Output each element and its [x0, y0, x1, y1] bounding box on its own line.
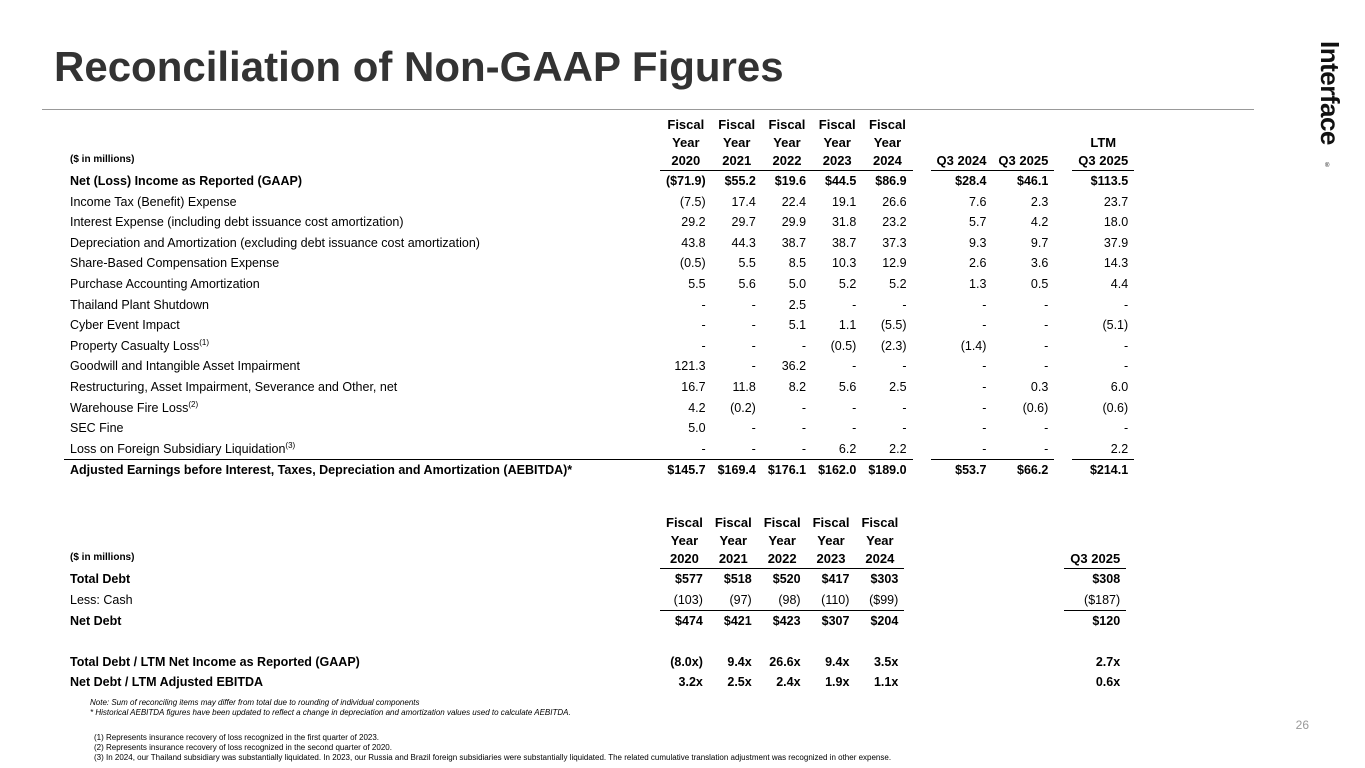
cell-value: - [982, 297, 987, 312]
cell-value: - [982, 421, 987, 436]
cell-value: 5.0 [688, 421, 706, 436]
cell-value: (5.5) [880, 318, 907, 333]
row-label: Loss on Foreign Subsidiary Liquidation$^{(3)}$ [70, 440, 296, 456]
cell-value: 29.7 [731, 215, 756, 230]
cell-value: 0.5 [1030, 276, 1049, 291]
cell-value: 1.1 [838, 318, 857, 333]
table-row [64, 253, 1134, 274]
cell-value: - [751, 338, 756, 353]
cell-value: (1.4) [960, 338, 987, 353]
cell-value: 3.6 [1030, 256, 1049, 271]
table-row [64, 439, 1134, 460]
cell-value: $307 [821, 614, 850, 629]
cell-value: - [852, 297, 857, 312]
cell-value: 0.3 [1030, 379, 1049, 394]
row-label: Net Debt [70, 613, 122, 628]
cell-value: 9.4x [727, 654, 752, 669]
cell-value: - [1124, 421, 1129, 436]
cell-value: $120 [1092, 614, 1121, 629]
cell-value: - [801, 400, 807, 415]
table-row [64, 569, 1126, 590]
cell-value: (0.6) [1022, 400, 1049, 415]
footnote-line: (2) Represents insurance recovery of loss recognized in the second quarter of 2020. [94, 743, 392, 752]
table-row [64, 356, 1134, 377]
cell-value: (0.5) [830, 338, 857, 353]
table-header-row [64, 116, 1134, 171]
cell-value: - [852, 421, 857, 436]
row-label: Restructuring, Asset Impairment, Severance and Other, net [70, 379, 398, 394]
row-label: Warehouse Fire Loss$^{(2)}$ [70, 399, 199, 415]
cell-value: 5.5 [688, 276, 706, 291]
cell-value: - [701, 441, 706, 456]
cell-value: (0.2) [730, 400, 756, 415]
table-row [64, 274, 1134, 295]
cell-value: - [1044, 441, 1049, 456]
cell-value: - [902, 400, 907, 415]
cell-value: $214.1 [1072, 460, 1134, 481]
cell-value: 29.9 [781, 215, 807, 230]
table-row [64, 336, 1134, 357]
cell-value: (2.3) [880, 338, 907, 353]
cell-value: - [751, 297, 756, 312]
column-header: Fiscal Year 2021 [709, 514, 758, 569]
cell-value: - [902, 297, 907, 312]
cell-value: 37.3 [882, 235, 907, 250]
row-label: SEC Fine [70, 421, 124, 436]
cell-value: - [982, 379, 987, 394]
cell-value: - [701, 318, 706, 333]
column-header: Fiscal Year 2020 [660, 514, 709, 569]
cell-value: (103) [660, 590, 709, 611]
cell-value: 5.5 [738, 256, 756, 271]
cell-value: - [982, 400, 987, 415]
row-label: Adjusted Earnings before Interest, Taxes, Depreciation and Amortization (AEBITDA)* [64, 460, 660, 481]
cell-value: - [701, 338, 706, 353]
cell-value: - [902, 421, 907, 436]
cell-value: 0.6x [1095, 675, 1121, 690]
cell-value: ($187) [1064, 590, 1126, 611]
cell-value: 5.6 [838, 379, 857, 394]
cell-value: - [982, 318, 987, 333]
cell-value: (8.0x) [670, 654, 703, 669]
table-row [64, 460, 1134, 481]
cell-value: 23.2 [882, 215, 907, 230]
table-row [64, 652, 1126, 673]
column-header: Fiscal Year 2020 [660, 116, 712, 171]
table-row [64, 192, 1134, 213]
cell-value: $53.7 [931, 460, 993, 481]
cell-value: 4.4 [1110, 276, 1129, 291]
column-header: Fiscal Year 2021 [712, 116, 762, 171]
cell-value: 31.8 [831, 215, 857, 230]
cell-value: 8.2 [788, 379, 807, 394]
cell-value: - [1124, 338, 1129, 353]
cell-value: 6.2 [838, 441, 857, 456]
cell-value: $518 [723, 572, 752, 586]
cell-value: 121.3 [674, 359, 706, 374]
footnotes [94, 733, 891, 763]
cell-value: $19.6 [774, 174, 807, 188]
cell-value: $145.7 [660, 460, 712, 481]
cell-value: $204 [870, 614, 899, 629]
cell-value: 38.7 [781, 235, 807, 250]
table-row [64, 233, 1134, 254]
table-row [64, 212, 1134, 233]
unit-label: ($ in millions) [70, 551, 135, 563]
notes [90, 698, 571, 718]
cell-value: 2.2 [1110, 441, 1129, 456]
table-row [64, 295, 1134, 316]
cell-value: 44.3 [731, 235, 756, 250]
row-label: Less: Cash [70, 592, 133, 607]
footnote-line: (1) Represents insurance recovery of loss recognized in the first quarter of 2023. [94, 733, 380, 742]
cell-value: - [852, 400, 857, 415]
cell-value: 2.5x [727, 675, 752, 690]
cell-value: ($99) [855, 590, 904, 611]
row-label: Total Debt / LTM Net Income as Reported (GAAP) [70, 654, 360, 669]
column-header: Fiscal Year 2023 [812, 116, 862, 171]
cell-value: - [1044, 421, 1049, 436]
cell-value: (7.5) [679, 194, 706, 209]
column-header: Fiscal Year 2022 [758, 514, 807, 569]
cell-value: 38.7 [831, 235, 857, 250]
footnote-ref: (3) [285, 440, 296, 450]
column-header: Fiscal Year 2024 [862, 116, 912, 171]
row-label: Cyber Event Impact [70, 318, 180, 333]
cell-value: - [1044, 359, 1049, 374]
cell-value: $66.2 [992, 460, 1054, 481]
cell-value: 23.7 [1103, 194, 1129, 209]
column-header: Q3 2025 [992, 116, 1054, 171]
cell-value: $423 [772, 614, 801, 629]
row-label: Depreciation and Amortization (excluding debt issuance cost amortization) [70, 235, 480, 250]
cell-value: $86.9 [875, 174, 907, 188]
cell-value: - [751, 421, 756, 436]
cell-value: 10.3 [831, 256, 857, 271]
cell-value: 5.2 [889, 276, 907, 291]
cell-value: - [1124, 359, 1129, 374]
cell-value: 14.3 [1103, 256, 1129, 271]
cell-value: - [852, 359, 857, 374]
row-label: Interest Expense (including debt issuance cost amortization) [70, 215, 404, 230]
cell-value: $55.2 [724, 174, 756, 188]
table-row [64, 418, 1134, 439]
row-label: Thailand Plant Shutdown [70, 297, 209, 312]
cell-value: $308 [1092, 572, 1121, 586]
column-header: Fiscal Year 2024 [855, 514, 904, 569]
cell-value: - [1044, 318, 1049, 333]
cell-value: 29.2 [681, 215, 706, 230]
cell-value: 26.6 [882, 194, 907, 209]
cell-value: $169.4 [712, 460, 762, 481]
cell-value: 4.2 [1030, 215, 1049, 230]
table-row [64, 377, 1134, 398]
cell-value: 2.3 [1030, 194, 1049, 209]
cell-value: $176.1 [762, 460, 812, 481]
cell-value: 5.0 [788, 276, 807, 291]
cell-value: (98) [758, 590, 807, 611]
cell-value: 1.3 [969, 276, 987, 291]
cell-value: - [751, 318, 756, 333]
cell-value: 2.6 [969, 256, 987, 271]
cell-value: 2.5 [788, 297, 807, 312]
unit-label: ($ in millions) [70, 153, 135, 165]
cell-value: 36.2 [781, 359, 807, 374]
column-header: Q3 2024 [931, 116, 993, 171]
footnote-ref: (2) [188, 399, 199, 409]
cell-value: 12.9 [882, 256, 907, 271]
cell-value: $577 [675, 572, 703, 586]
cell-value: 8.5 [788, 256, 807, 271]
table-header-row [64, 514, 1126, 569]
cell-value: $28.4 [955, 174, 987, 188]
cell-value: - [751, 441, 756, 456]
net-debt-table [64, 514, 1126, 693]
cell-value: $303 [870, 572, 899, 586]
column-header: Fiscal Year 2023 [807, 514, 856, 569]
cell-value: 1.9x [825, 675, 850, 690]
column-header: LTM Q3 2025 [1072, 116, 1134, 171]
interface-logo [1317, 41, 1343, 171]
footnote-ref: (1) [199, 337, 210, 347]
row-label: Property Casualty Loss$^{(1)}$ [70, 337, 210, 353]
column-header: Fiscal Year 2022 [762, 116, 812, 171]
cell-value: 11.8 [732, 379, 756, 394]
cell-value: $113.5 [1090, 174, 1129, 188]
table-row [64, 590, 1126, 611]
cell-value: 43.8 [681, 235, 706, 250]
row-label: Share-Based Compensation Expense [70, 256, 280, 271]
cell-value: 3.2x [678, 675, 703, 690]
cell-value: 16.7 [681, 379, 706, 394]
cell-value: - [1044, 338, 1049, 353]
cell-value: 2.4x [776, 675, 801, 690]
cell-value: 1.1x [873, 675, 899, 690]
table-row [64, 171, 1134, 192]
cell-value: - [1044, 297, 1049, 312]
row-label: Goodwill and Intangible Asset Impairment [70, 359, 300, 374]
cell-value: 37.9 [1103, 235, 1129, 250]
cell-value: 5.2 [838, 276, 857, 291]
cell-value: 4.2 [688, 400, 706, 415]
cell-value: 9.3 [969, 235, 987, 250]
page-number: 26 [1295, 718, 1309, 732]
note-line: * Historical AEBITDA figures have been updated to reflect a change in depreciation and amortization values used to calculate AEBITDA. [90, 708, 571, 717]
cell-value: 5.1 [788, 318, 807, 333]
cell-value: $520 [772, 572, 801, 586]
note-line: Note: Sum of reconciling items may differ from total due to rounding of individual components [90, 698, 420, 707]
cell-value: (5.1) [1102, 318, 1129, 333]
cell-value: $474 [675, 614, 703, 629]
cell-value: 9.4x [825, 654, 850, 669]
table-row [64, 611, 1126, 632]
cell-value: 5.7 [969, 215, 987, 230]
cell-value: 2.2 [889, 441, 907, 456]
cell-value: - [801, 338, 807, 353]
row-label: Income Tax (Benefit) Expense [70, 194, 237, 209]
table-row [64, 672, 1126, 693]
cell-value: - [751, 359, 756, 374]
cell-value: 5.6 [738, 276, 756, 291]
cell-value: 2.5 [889, 379, 907, 394]
cell-value: - [1124, 297, 1129, 312]
row-label: Purchase Accounting Amortization [70, 276, 260, 291]
cell-value: (0.5) [679, 256, 706, 271]
cell-value: $421 [723, 614, 752, 629]
cell-value: 7.6 [969, 194, 987, 209]
cell-value: - [982, 359, 987, 374]
cell-value: (97) [709, 590, 758, 611]
cell-value: ($71.9) [666, 174, 706, 188]
cell-value: (0.6) [1102, 400, 1129, 415]
cell-value: - [801, 441, 807, 456]
cell-value: - [902, 359, 907, 374]
table-row [64, 398, 1134, 419]
cell-value: 22.4 [781, 194, 807, 209]
cell-value: (110) [807, 590, 856, 611]
cell-value: 17.4 [731, 194, 756, 209]
cell-value: - [982, 441, 987, 456]
cell-value: 19.1 [831, 194, 857, 209]
cell-value: 3.5x [873, 654, 899, 669]
cell-value: 18.0 [1103, 215, 1129, 230]
table-row [64, 315, 1134, 336]
cell-value: 9.7 [1030, 235, 1049, 250]
cell-value: $417 [821, 572, 850, 586]
cell-value: 2.7x [1095, 654, 1121, 669]
row-label: Net Debt / LTM Adjusted EBITDA [70, 675, 264, 690]
page-title: Reconciliation of Non-GAAP Figures [54, 43, 784, 90]
registered-mark: ® [1325, 163, 1330, 169]
cell-value: $162.0 [812, 460, 862, 481]
brand-wordmark: Interface [1315, 41, 1345, 145]
cell-value: $44.5 [825, 174, 857, 188]
aebitda-reconciliation-table [64, 116, 1134, 481]
column-header: Q3 2025 [1064, 514, 1126, 569]
title-divider [42, 109, 1254, 110]
row-label: Total Debt [70, 571, 131, 586]
cell-value: - [801, 421, 807, 436]
footnote-line: (3) In 2024, our Thailand subsidiary was substantially liquidated. In 2023, our Russia and Brazil foreign subsidiaries were substantially liquidated. The related cumulative translation adjustment was recognized in other expense. [94, 753, 892, 762]
cell-value: 6.0 [1110, 379, 1129, 394]
cell-value: $189.0 [862, 460, 912, 481]
cell-value: 26.6x [769, 654, 801, 669]
cell-value: $46.1 [1017, 174, 1049, 188]
cell-value: - [701, 297, 706, 312]
row-label: Net (Loss) Income as Reported (GAAP) [70, 173, 302, 188]
